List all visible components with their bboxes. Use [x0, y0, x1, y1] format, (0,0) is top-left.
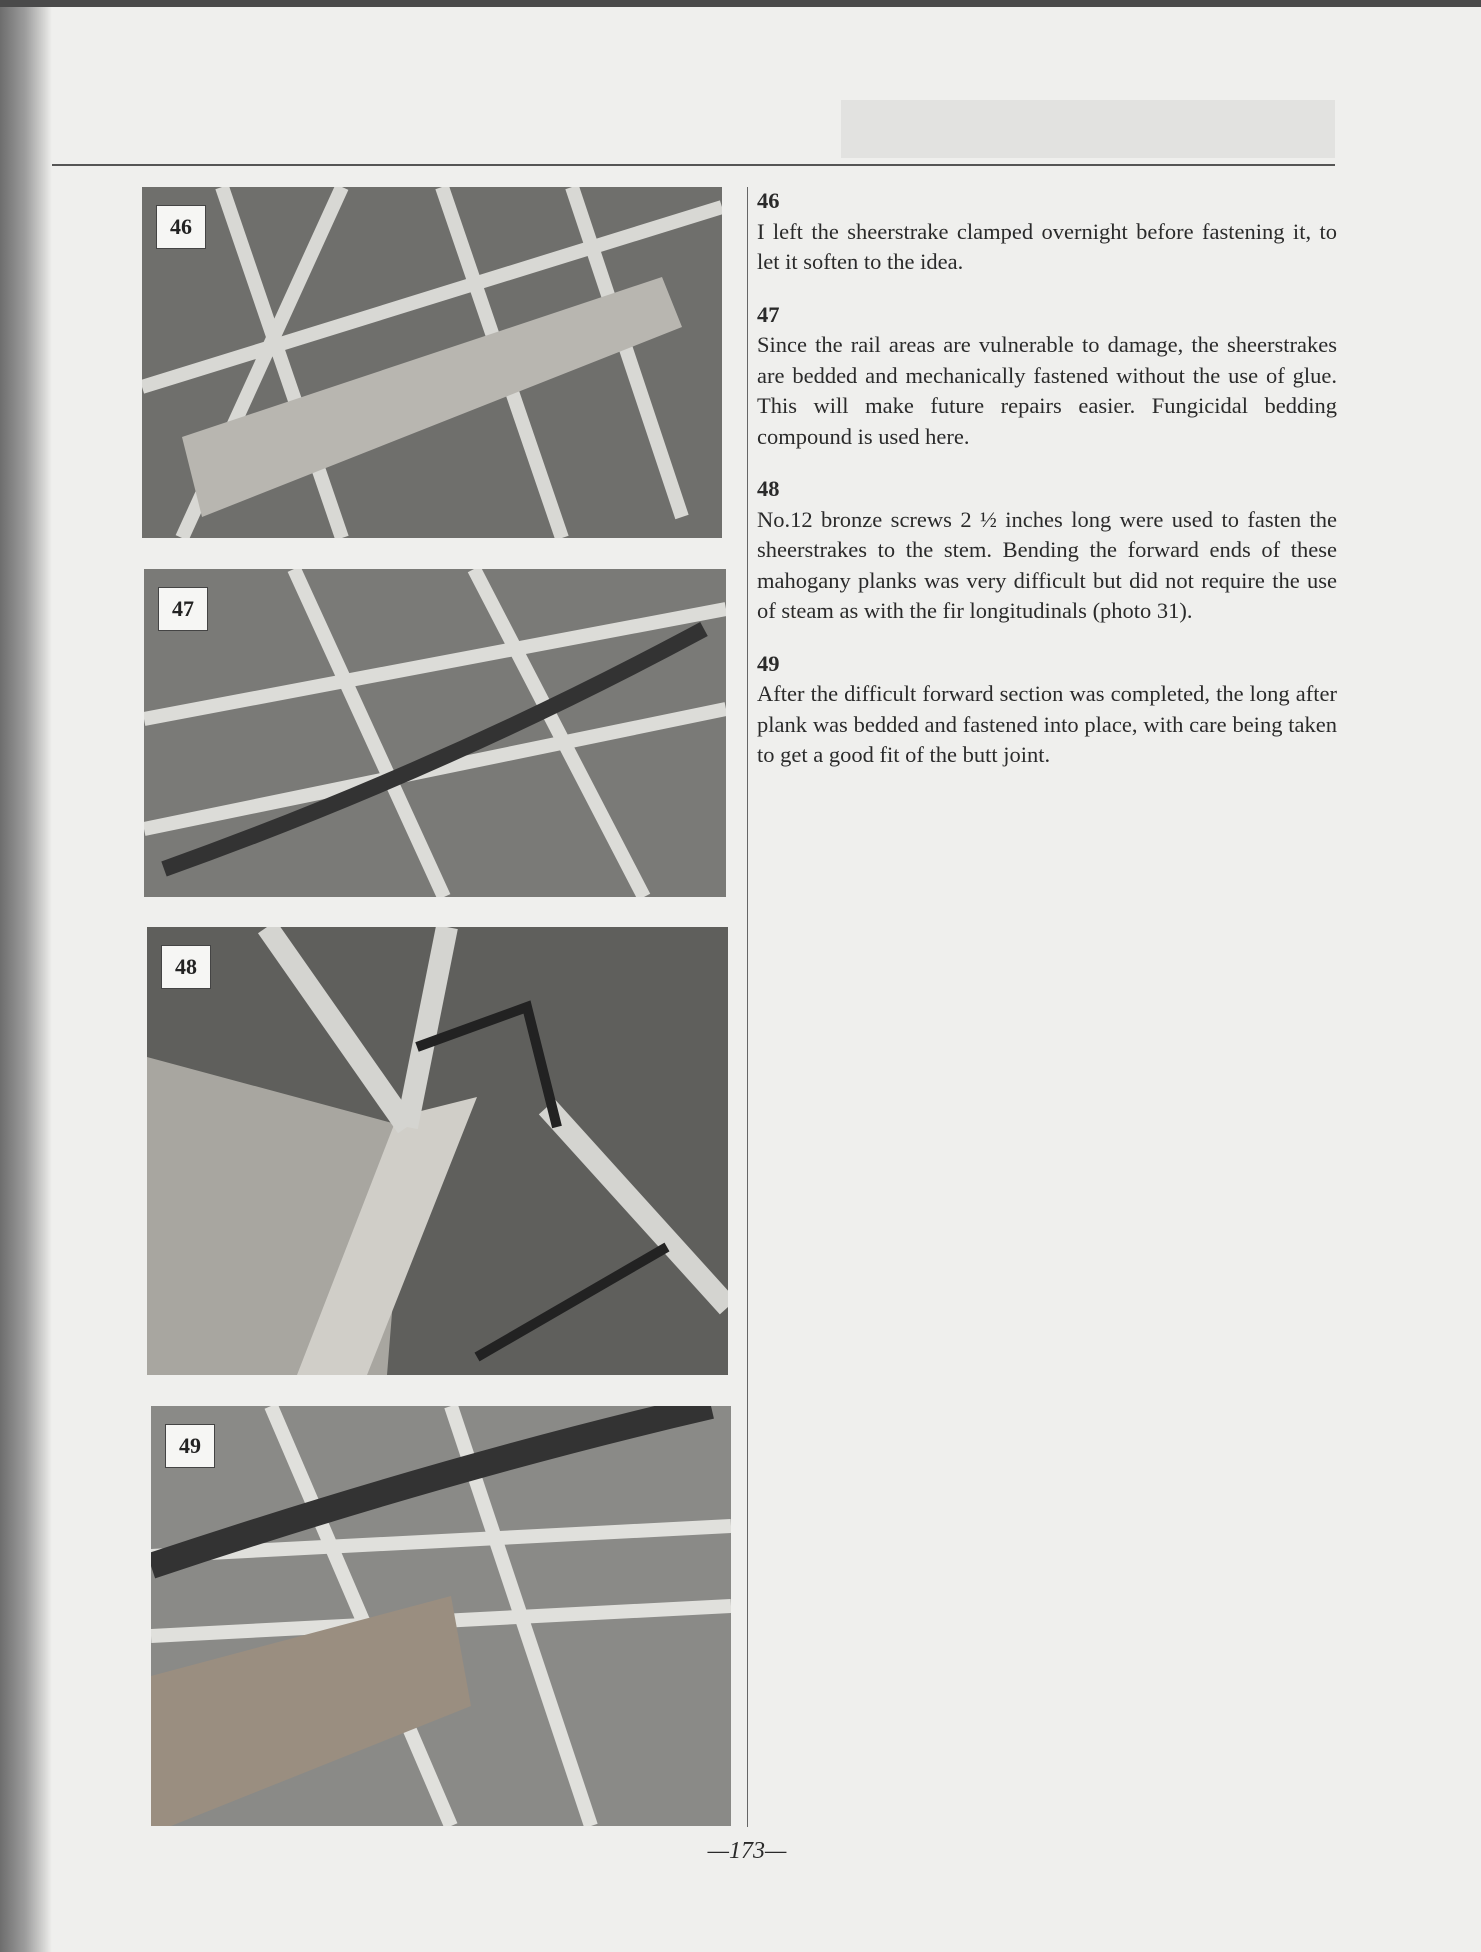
top-edge: [0, 0, 1481, 7]
caption-48: [757, 474, 1337, 627]
caption-text: No.12 bronze screws 2 ½ inches long were used to fasten the sheerstrakes to the stem. Bending the forward ends of these mahogany planks was very difficult but did not require the use of steam as with the fir longitudinals (photo 31).: [757, 506, 1337, 623]
photo-47: [144, 569, 726, 897]
header-bleed-box: [841, 100, 1335, 158]
column-divider: [747, 187, 748, 1827]
photo-49: [151, 1406, 731, 1826]
page-number: —173—: [707, 1838, 787, 1864]
caption-number: 47: [757, 301, 780, 327]
photo-label: 48: [161, 945, 211, 989]
header-rule: [52, 164, 1335, 166]
captions-column: [757, 186, 1337, 793]
caption-number: 46: [757, 188, 780, 213]
caption-49: [757, 649, 1337, 771]
photo-label: 49: [165, 1424, 215, 1468]
photo-label: 47: [158, 587, 208, 631]
caption-text: After the difficult forward section was completed, the long after plank was bedded and fastened into place, with care being taken to get a good fit of the butt joint.: [757, 681, 1337, 767]
photo-label: 46: [156, 205, 206, 249]
caption-text: I left the sheerstrake clamped overnight before fastening it, to let it soften to the idea.: [757, 218, 1337, 274]
caption-47: [757, 300, 1337, 453]
photo-48: [147, 927, 728, 1375]
caption-text: Since the rail areas are vulnerable to damage, the sheerstrakes are bedded and mechanically fastened without the use of glue. This will make future repairs easier. Fungicidal bedding compound is used here.: [757, 332, 1337, 449]
caption-46: [757, 186, 1337, 278]
photo-46: [142, 187, 722, 538]
caption-number: 49: [757, 650, 780, 676]
caption-number: 48: [757, 476, 780, 501]
book-spine-shadow: [0, 0, 52, 1952]
